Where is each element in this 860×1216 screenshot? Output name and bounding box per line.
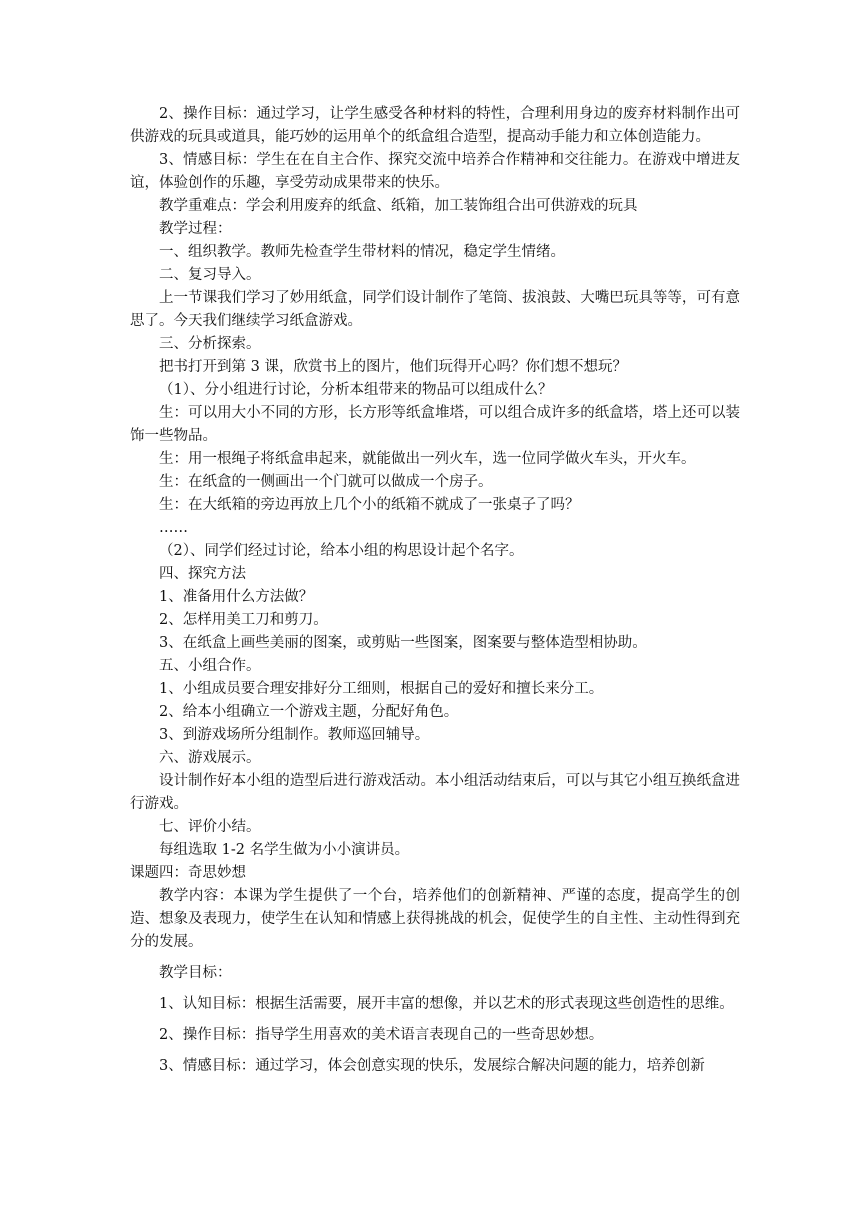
paragraph: 教学重难点：学会利用废弃的纸盒、纸箱，加工装饰组合出可供游戏的玩具 [159,198,638,214]
document-body [130,103,740,1078]
paragraph: 教学目标： [159,965,232,981]
paragraph: 生：在纸盒的一侧画出一个门就可以做成一个房子。 [159,474,493,490]
paragraph: 四、探究方法 [159,566,246,582]
paragraph: （1）、分小组进行讨论，分析本组带来的物品可以组成什么？ [159,382,553,398]
paragraph: 3、在纸盒上画些美丽的图案，或剪贴一些图案，图案要与整体造型相协助。 [159,635,647,651]
paragraph: 五、小组合作。 [159,658,261,674]
paragraph: 3、情感目标：通过学习，体会创意实现的快乐，发展综合解决问题的能力，培养创新 [159,1058,705,1074]
paragraph: 三、分析探索。 [159,336,261,352]
paragraph: 把书打开到第 3 课，欣赏书上的图片，他们玩得开心吗？你们想不想玩？ [159,359,627,375]
paragraph: 生：用一根绳子将纸盒串起来，就能做出一列火车，选一位同学做火车头，开火车。 [159,451,696,467]
paragraph: 一、组织教学。教师先检查学生带材料的情况，稳定学生情绪。 [159,244,565,260]
paragraph: 1、认知目标：根据生活需要，展开丰富的想像，并以艺术的形式表现这些创造性的思维。 [159,996,734,1012]
paragraph: 每组选取 1-2 名学生做为小小演讲员。 [159,842,410,858]
paragraph: 教学过程： [159,221,232,237]
paragraph: 3、情感目标：学生在在自主合作、探究交流中培养合作精神和交往能力。在游戏中增进友谊，体验创作的乐趣，享受劳动成果带来的快乐。 [130,152,740,191]
paragraph: 3、到游戏场所分组制作。教师巡回辅导。 [159,727,430,743]
paragraph: 教学内容：本课为学生提供了一个台，培养他们的创新精神、严谨的态度，提高学生的创造、想象及表现力，使学生在认知和情感上获得挑战的机会，促使学生的自主性、主动性得到充分的发展。 [130,888,740,950]
paragraph: 1、准备用什么方法做？ [159,589,314,605]
paragraph: 上一节课我们学习了妙用纸盒，同学们设计制作了笔筒、拔浪鼓、大嘴巴玩具等等，可有意思了。今天我们继续学习纸盒游戏。 [130,290,740,329]
paragraph: 1、小组成员要合理安排好分工细则，根据自己的爱好和擅长来分工。 [159,681,604,697]
paragraph: 2、操作目标：指导学生用喜欢的美术语言表现自己的一些奇思妙想。 [159,1027,604,1043]
paragraph: …… [159,520,188,536]
paragraph: 二、复习导入。 [159,267,261,283]
paragraph: 六、游戏展示。 [159,750,261,766]
paragraph: 生：在大纸箱的旁边再放上几个小的纸箱不就成了一张桌子了吗？ [159,497,580,513]
paragraph: 七、评价小结。 [159,819,261,835]
paragraph: 2、给本小组确立一个游戏主题，分配好角色。 [159,704,459,720]
paragraph: 设计制作好本小组的造型后进行游戏活动。本小组活动结束后，可以与其它小组互换纸盒进行游戏。 [130,773,740,812]
paragraph: 生：可以用大小不同的方形，长方形等纸盒堆塔，可以组合成许多的纸盒塔，塔上还可以装饰一些物品。 [130,405,740,444]
paragraph: 2、操作目标：通过学习，让学生感受各种材料的特性，合理利用身边的废弃材料制作出可供游戏的玩具或道具，能巧妙的运用单个的纸盒组合造型，提高动手能力和立体创造能力。 [130,106,740,145]
paragraph: 课题四：奇思妙想 [130,865,246,881]
paragraph: （2）、同学们经过讨论，给本小组的构思设计起个名字。 [159,543,524,559]
paragraph: 2、怎样用美工刀和剪刀。 [159,612,328,628]
